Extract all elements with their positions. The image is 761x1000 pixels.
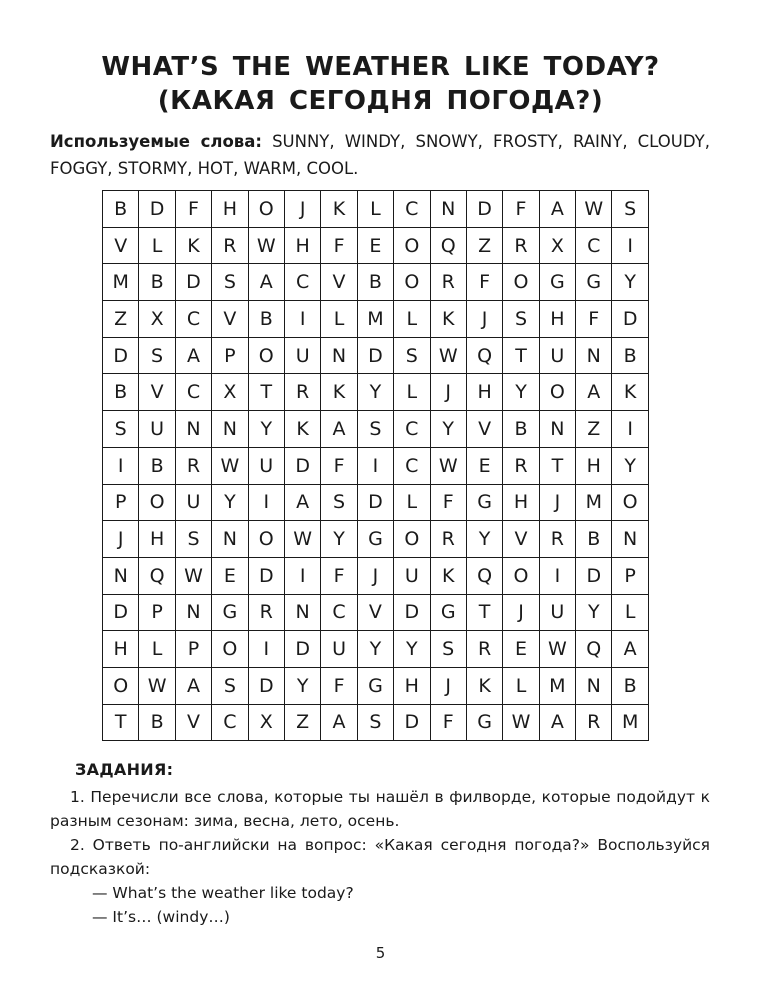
grid-row [103,521,649,558]
grid-cell[interactable]: C [175,374,211,411]
grid-cell[interactable]: G [357,521,393,558]
grid-cell[interactable]: A [248,264,284,301]
grid-cell[interactable]: P [139,594,175,631]
grid-cell[interactable]: E [212,557,248,594]
grid-cell[interactable]: I [284,557,320,594]
grid-cell[interactable]: R [576,704,612,741]
grid-cell[interactable]: W [212,447,248,484]
grid-cell[interactable]: V [321,264,357,301]
grid-cell[interactable]: Z [576,411,612,448]
grid-cell[interactable]: V [103,227,139,264]
grid-cell[interactable]: P [212,337,248,374]
grid-cell[interactable]: T [103,704,139,741]
grid-row [103,667,649,704]
grid-cell[interactable]: N [612,521,648,558]
dialog-line-2: — It’s… (windy…) [92,908,230,926]
grid-row [103,447,649,484]
grid-cell[interactable]: D [466,191,502,228]
grid-cell[interactable]: T [466,594,502,631]
grid-cell[interactable]: D [175,264,211,301]
grid-cell[interactable]: B [139,264,175,301]
grid-cell[interactable]: C [321,594,357,631]
grid-cell[interactable]: A [175,337,211,374]
grid-cell[interactable]: S [103,411,139,448]
grid-cell[interactable]: M [612,704,648,741]
grid-cell[interactable]: S [357,411,393,448]
grid-cell[interactable]: O [394,521,430,558]
grid-cell[interactable]: S [430,631,466,668]
grid-cell[interactable]: Y [212,484,248,521]
grid-cell[interactable]: S [139,337,175,374]
grid-cell[interactable]: N [212,411,248,448]
grid-cell[interactable]: O [212,631,248,668]
grid-cell[interactable]: H [103,631,139,668]
grid-cell[interactable]: C [394,191,430,228]
grid-cell[interactable]: Y [394,631,430,668]
grid-cell[interactable]: Q [139,557,175,594]
grid-cell[interactable]: H [503,484,539,521]
grid-row [103,264,649,301]
grid-cell[interactable]: B [612,667,648,704]
grid-cell[interactable]: D [248,667,284,704]
grid-cell[interactable]: Z [284,704,320,741]
grid-cell[interactable]: P [103,484,139,521]
grid-cell[interactable]: N [103,557,139,594]
grid-cell[interactable]: E [503,631,539,668]
grid-cell[interactable]: S [612,191,648,228]
grid-cell[interactable]: V [466,411,502,448]
grid-row [103,227,649,264]
grid-cell[interactable]: L [139,631,175,668]
grid-cell[interactable]: D [103,594,139,631]
grid-cell[interactable]: S [212,667,248,704]
grid-cell[interactable]: G [430,594,466,631]
grid-cell[interactable]: D [284,447,320,484]
grid-cell[interactable]: R [503,227,539,264]
grid-cell[interactable]: G [466,704,502,741]
grid-cell[interactable]: U [539,594,575,631]
grid-cell[interactable]: D [612,301,648,338]
grid-cell[interactable]: I [248,484,284,521]
grid-cell[interactable]: H [394,667,430,704]
grid-row [103,337,649,374]
grid-cell[interactable]: I [103,447,139,484]
grid-cell[interactable]: R [503,447,539,484]
grid-cell[interactable]: K [466,667,502,704]
grid-cell[interactable]: N [430,191,466,228]
grid-cell[interactable]: J [430,374,466,411]
grid-cell[interactable]: W [284,521,320,558]
grid-cell[interactable]: Q [466,557,502,594]
grid-cell[interactable]: O [503,264,539,301]
grid-cell[interactable]: F [430,704,466,741]
grid-cell[interactable]: D [284,631,320,668]
grid-cell[interactable]: F [321,557,357,594]
grid-cell[interactable]: O [539,374,575,411]
grid-cell[interactable]: B [139,704,175,741]
grid-cell[interactable]: R [175,447,211,484]
grid-cell[interactable]: Y [503,374,539,411]
grid-cell[interactable]: L [612,594,648,631]
grid-cell[interactable]: Q [576,631,612,668]
grid-cell[interactable]: J [539,484,575,521]
grid-cell[interactable]: A [321,704,357,741]
grid-cell[interactable]: R [248,594,284,631]
grid-cell[interactable]: D [357,337,393,374]
grid-cell[interactable]: D [576,557,612,594]
task-2: 2. Ответь по-английски на вопрос: «Какая сегодня погода?» Воспользуйся подсказкой: [50,836,710,878]
word-list-items: SUNNY, WINDY, SNOWY, FROSTY, RAINY, CLOUDY, FOGGY, STORMY, HOT, WARM, COOL. [50,132,710,178]
grid-cell[interactable]: G [466,484,502,521]
grid-cell[interactable]: Q [430,227,466,264]
grid-cell[interactable]: F [503,191,539,228]
grid-cell[interactable]: D [248,557,284,594]
grid-cell[interactable]: O [394,264,430,301]
grid-cell[interactable]: G [212,594,248,631]
grid-cell[interactable]: K [430,301,466,338]
grid-cell[interactable]: Y [284,667,320,704]
grid-cell[interactable]: U [175,484,211,521]
grid-row [103,191,649,228]
grid-cell[interactable]: N [284,594,320,631]
grid-cell[interactable]: G [539,264,575,301]
grid-cell[interactable]: C [394,411,430,448]
word-search-grid [102,190,649,741]
grid-cell[interactable]: O [103,667,139,704]
grid-cell[interactable]: I [284,301,320,338]
grid-cell[interactable]: K [175,227,211,264]
grid-cell[interactable]: S [503,301,539,338]
grid-cell[interactable]: W [503,704,539,741]
grid-cell[interactable]: J [357,557,393,594]
grid-cell[interactable]: V [212,301,248,338]
grid-cell[interactable]: V [503,521,539,558]
grid-cell[interactable]: H [576,447,612,484]
grid-cell[interactable]: Y [357,631,393,668]
grid-cell[interactable]: R [284,374,320,411]
grid-cell[interactable]: Y [248,411,284,448]
grid-cell[interactable]: T [503,337,539,374]
grid-cell[interactable]: F [321,227,357,264]
title-russian: (КАКАЯ СЕГОДНЯ ПОГОДА?) [157,86,604,116]
grid-cell[interactable]: B [103,374,139,411]
tasks-heading: ЗАДАНИЯ: [75,760,174,779]
grid-cell[interactable]: V [175,704,211,741]
grid-cell[interactable]: O [612,484,648,521]
word-list-label: Используемые слова: [50,132,262,151]
grid-cell[interactable]: O [394,227,430,264]
grid-cell[interactable]: A [284,484,320,521]
grid-cell[interactable]: F [321,447,357,484]
grid-cell[interactable]: I [612,411,648,448]
grid-cell[interactable]: W [139,667,175,704]
grid-cell[interactable]: P [175,631,211,668]
grid-cell[interactable]: N [539,411,575,448]
page-number: 5 [375,944,386,962]
grid-cell[interactable]: I [539,557,575,594]
grid-cell[interactable]: A [576,374,612,411]
grid-cell[interactable]: L [139,227,175,264]
grid-cell[interactable]: M [103,264,139,301]
grid-cell[interactable]: Y [430,411,466,448]
word-list [50,128,710,182]
grid-cell[interactable]: R [466,631,502,668]
grid-cell[interactable]: S [321,484,357,521]
grid-cell[interactable]: N [175,594,211,631]
grid-cell[interactable]: K [321,374,357,411]
grid-cell[interactable]: C [394,447,430,484]
grid-cell[interactable]: H [212,191,248,228]
task-1: 1. Перечисли все слова, которые ты нашёл в филворде, которые подойдут к разным сезонам: зима, весна, лето, осень. [50,788,710,830]
grid-row [103,557,649,594]
grid-row [103,484,649,521]
grid-row [103,374,649,411]
grid-cell[interactable]: L [394,301,430,338]
grid-cell[interactable]: B [576,521,612,558]
grid-cell[interactable]: U [139,411,175,448]
grid-cell[interactable]: K [321,191,357,228]
grid-cell[interactable]: W [248,227,284,264]
grid-cell[interactable]: H [284,227,320,264]
grid-cell[interactable]: B [612,337,648,374]
grid-cell[interactable]: V [139,374,175,411]
grid-cell[interactable]: F [321,667,357,704]
grid-cell[interactable]: M [576,484,612,521]
grid-cell[interactable]: U [394,557,430,594]
grid-row [103,631,649,668]
grid-cell[interactable]: P [612,557,648,594]
grid-row [103,704,649,741]
grid-cell[interactable]: I [612,227,648,264]
grid-cell[interactable]: Y [321,521,357,558]
grid-cell[interactable]: A [539,704,575,741]
grid-cell[interactable]: W [175,557,211,594]
grid-cell[interactable]: L [321,301,357,338]
title-english: WHAT’S THE WEATHER LIKE TODAY? [101,52,660,82]
grid-cell[interactable]: I [357,447,393,484]
grid-cell[interactable]: Z [103,301,139,338]
grid-cell[interactable]: S [175,521,211,558]
grid-cell[interactable]: N [175,411,211,448]
grid-cell[interactable]: D [103,337,139,374]
page-title [0,50,761,118]
grid-cell[interactable]: F [466,264,502,301]
grid-cell[interactable]: X [248,704,284,741]
dialog-line-1: — What’s the weather like today? [92,884,354,902]
grid-cell[interactable]: O [248,337,284,374]
grid-cell[interactable]: H [466,374,502,411]
grid-cell[interactable]: W [430,447,466,484]
grid-cell[interactable]: D [394,704,430,741]
grid-row [103,411,649,448]
grid-cell[interactable]: U [539,337,575,374]
grid-cell[interactable]: O [248,521,284,558]
grid-cell[interactable]: J [103,521,139,558]
grid-cell[interactable]: E [466,447,502,484]
grid-cell[interactable]: V [357,594,393,631]
tasks-block [50,785,710,929]
grid-cell[interactable]: F [430,484,466,521]
grid-cell[interactable]: J [503,594,539,631]
grid-cell[interactable]: R [539,521,575,558]
grid-cell[interactable]: L [394,374,430,411]
grid-cell[interactable]: C [175,301,211,338]
grid-cell[interactable]: K [612,374,648,411]
grid-cell[interactable]: N [321,337,357,374]
grid-cell[interactable]: Q [466,337,502,374]
grid-cell[interactable]: D [357,484,393,521]
grid-cell[interactable]: L [357,191,393,228]
grid-cell[interactable]: A [539,191,575,228]
grid-cell[interactable]: O [248,191,284,228]
grid-cell[interactable]: U [284,337,320,374]
grid-cell[interactable]: N [576,667,612,704]
grid-cell[interactable]: X [139,301,175,338]
grid-cell[interactable]: D [139,191,175,228]
grid-cell[interactable]: T [539,447,575,484]
grid-cell[interactable]: J [284,191,320,228]
grid-cell[interactable]: R [212,227,248,264]
grid-cell[interactable]: M [357,301,393,338]
grid-cell[interactable]: B [357,264,393,301]
grid-cell[interactable]: A [321,411,357,448]
grid-cell[interactable]: M [539,667,575,704]
grid-cell[interactable]: G [357,667,393,704]
grid-cell[interactable]: Y [357,374,393,411]
grid-cell[interactable]: S [212,264,248,301]
grid-cell[interactable]: W [539,631,575,668]
grid-cell[interactable]: Y [466,521,502,558]
grid-row [103,301,649,338]
grid-cell[interactable]: J [430,667,466,704]
grid-cell[interactable]: C [576,227,612,264]
grid-cell[interactable]: E [357,227,393,264]
grid-cell[interactable]: U [321,631,357,668]
grid-cell[interactable]: W [430,337,466,374]
grid-cell[interactable]: G [576,264,612,301]
grid-cell[interactable]: J [466,301,502,338]
grid-cell[interactable]: K [284,411,320,448]
grid-cell[interactable]: F [175,191,211,228]
grid-cell[interactable]: B [503,411,539,448]
grid-cell[interactable]: O [139,484,175,521]
grid-cell[interactable]: O [503,557,539,594]
grid-cell[interactable]: Y [612,447,648,484]
grid-cell[interactable]: N [212,521,248,558]
grid-cell[interactable]: A [175,667,211,704]
grid-cell[interactable]: N [576,337,612,374]
grid-cell[interactable]: W [576,191,612,228]
grid-cell[interactable]: C [212,704,248,741]
grid-cell[interactable]: R [430,264,466,301]
grid-cell[interactable]: B [139,447,175,484]
grid-row [103,594,649,631]
grid-cell[interactable]: S [394,337,430,374]
grid-cell[interactable]: B [103,191,139,228]
grid-cell[interactable]: H [539,301,575,338]
grid-cell[interactable]: Y [576,594,612,631]
grid-cell[interactable]: L [503,667,539,704]
grid-cell[interactable]: Y [612,264,648,301]
grid-cell[interactable]: H [139,521,175,558]
grid-cell[interactable]: B [248,301,284,338]
grid-cell[interactable]: L [394,484,430,521]
grid-cell[interactable]: X [212,374,248,411]
grid-cell[interactable]: S [357,704,393,741]
grid-cell[interactable]: A [612,631,648,668]
grid-cell[interactable]: R [430,521,466,558]
grid-cell[interactable]: D [394,594,430,631]
grid-cell[interactable]: U [248,447,284,484]
grid-cell[interactable]: T [248,374,284,411]
grid-cell[interactable]: Z [466,227,502,264]
grid-cell[interactable]: X [539,227,575,264]
grid-cell[interactable]: K [430,557,466,594]
grid-cell[interactable]: F [576,301,612,338]
grid-cell[interactable]: I [248,631,284,668]
grid-cell[interactable]: C [284,264,320,301]
